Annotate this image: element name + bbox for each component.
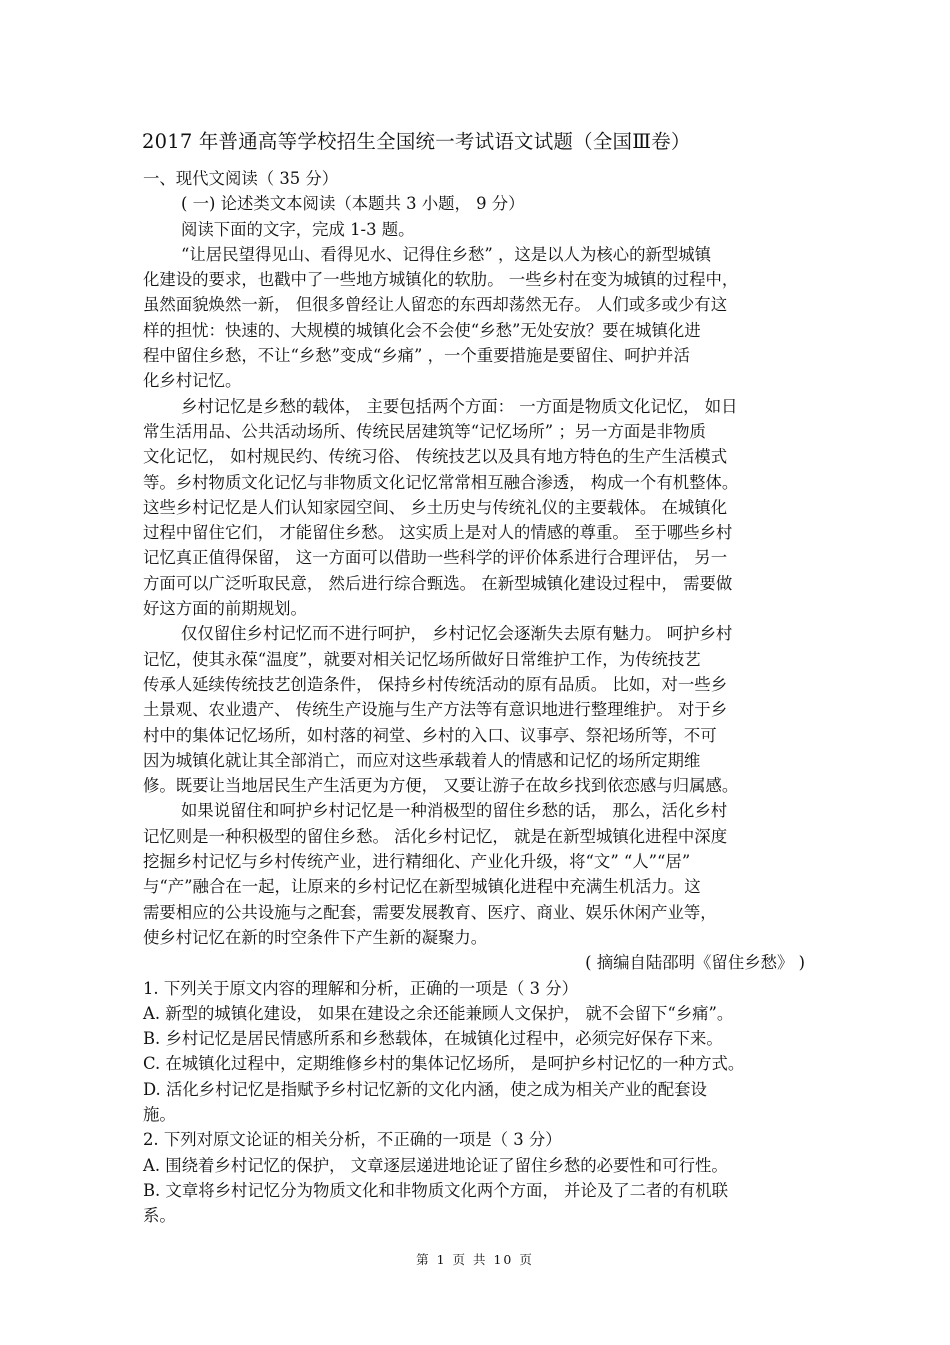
text-line: 一、现代文阅读（ 35 分） bbox=[143, 169, 339, 188]
text-line: 1. 下列关于原文内容的理解和分析，正确的一项是（ 3 分） bbox=[143, 978, 579, 998]
text-line: 化乡村记忆。 bbox=[143, 371, 242, 391]
text-line: 程中留住乡愁，不让“乡愁”变成“乡痛” ，一个重要措施是要留住、呵护并活 bbox=[143, 346, 690, 366]
text-line: 样的担忧：快速的、大规模的城镇化会不会使“乡愁”无处安放？要在城镇化进 bbox=[143, 320, 701, 340]
text-line: 使乡村记忆在新的时空条件下产生新的凝聚力。 bbox=[143, 927, 488, 947]
text-line: 记忆真正值得保留， 这一方面可以借助一些科学的评价体系进行合理评估， 另一 bbox=[143, 548, 728, 568]
text-line: 传承人延续传统技艺创造条件， 保持乡村传统活动的原有品质。 比如，对一些乡 bbox=[143, 674, 728, 694]
text-line: B. 乡村记忆是居民情感所系和乡愁载体，在城镇化过程中，必须完好保存下来。 bbox=[143, 1029, 723, 1049]
text-line: 记忆则是一种积极型的留住乡愁。 活化乡村记忆， 就是在新型城镇化进程中深度 bbox=[143, 826, 728, 846]
text-line: A. 新型的城镇化建设， 如果在建设之余还能兼顾人文保护， 就不会留下“乡痛”。 bbox=[143, 1003, 734, 1023]
text-line: 方面可以广泛听取民意， 然后进行综合甄选。 在新型城镇化建设过程中， 需要做 bbox=[143, 573, 733, 593]
text-line: 乡村记忆是乡愁的载体， 主要包括两个方面： 一方面是物质文化记忆， 如日 bbox=[181, 396, 738, 416]
text-line: 阅读下面的文字，完成 1-3 题。 bbox=[181, 219, 415, 239]
text-line: 这些乡村记忆是人们认知家园空间、 乡土历史与传统礼仪的主要载体。 在城镇化 bbox=[143, 497, 728, 517]
text-line: ( 摘编自陆邵明《留住乡愁》 ) bbox=[585, 953, 805, 973]
text-line: 如果说留住和呵护乡村记忆是一种消极型的留住乡愁的话， 那么，活化乡村 bbox=[181, 801, 728, 821]
text-line: 2. 下列对原文论证的相关分析，不正确的一项是（ 3 分） bbox=[143, 1130, 562, 1150]
text-line: 因为城镇化就让其全部消亡，而应对这些承载着人的情感和记忆的场所定期维 bbox=[143, 750, 701, 770]
text-line: 文化记忆， 如村规民约、传统习俗、 传统技艺以及具有地方特色的生产生活模式 bbox=[143, 447, 728, 467]
text-line: B. 文章将乡村记忆分为物质文化和非物质文化两个方面， 并论及了二者的有机联 bbox=[143, 1180, 728, 1200]
text-line: 化建设的要求，也戳中了一些地方城镇化的软肋。 一些乡村在变为城镇的过程中， bbox=[143, 270, 739, 290]
text-line: ( 一) 论述类文本阅读（本题共 3 小题， 9 分） bbox=[181, 194, 525, 214]
text-line: 需要相应的公共设施与之配套，需要发展教育、医疗、商业、娱乐休闲产业等， bbox=[143, 902, 717, 922]
exam-title: 2017 年普通高等学校招生全国统一考试语文试题（全国Ⅲ卷） bbox=[142, 130, 691, 153]
text-line: D. 活化乡村记忆是指赋予乡村记忆新的文化内涵，使之成为相关产业的配套设 bbox=[143, 1079, 707, 1099]
exam-body bbox=[143, 166, 813, 1228]
text-line: 村中的集体记忆场所，如村落的祠堂、乡村的入口、议事亭、祭祀场所等，不可 bbox=[143, 725, 717, 745]
text-line: “让居民望得见山、看得见水、记得住乡愁” ，这是以人为核心的新型城镇 bbox=[181, 244, 712, 264]
text-line: 好这方面的前期规划。 bbox=[143, 599, 307, 619]
text-line: 记忆，使其永葆“温度”，就要对相关记忆场所做好日常维护工作，为传统技艺 bbox=[143, 649, 701, 669]
page-footer: 第 1 页 共 10 页 bbox=[416, 1252, 534, 1267]
text-line: 虽然面貌焕然一新， 但很多曾经让人留恋的东西却荡然无存。 人们或多或少有这 bbox=[143, 295, 728, 315]
text-line: A. 围绕着乡村记忆的保护， 文章逐层递进地论证了留住乡愁的必要性和可行性。 bbox=[143, 1155, 728, 1175]
text-line: 修。既要让当地居民生产生活更为方便， 又要让游子在故乡找到依恋感与归属感。 bbox=[143, 776, 739, 796]
text-line: C. 在城镇化过程中，定期维修乡村的集体记忆场所， 是呵护乡村记忆的一种方式。 bbox=[143, 1054, 745, 1074]
text-line: 挖掘乡村记忆与乡村传统产业，进行精细化、产业化升级，将“文” “人”“居” bbox=[143, 852, 691, 872]
text-line: 与“产”融合在一起，让原来的乡村记忆在新型城镇化进程中充满生机活力。这 bbox=[143, 877, 701, 897]
text-line: 施。 bbox=[143, 1104, 176, 1124]
text-line: 土景观、农业遗产、 传统生产设施与生产方法等有意识地进行整理维护。 对于乡 bbox=[143, 700, 728, 720]
text-line: 系。 bbox=[143, 1206, 176, 1226]
text-line: 等。乡村物质文化记忆与非物质文化记忆常常相互融合渗透， 构成一个有机整体。 bbox=[143, 472, 739, 492]
text-line: 常生活用品、公共活动场所、传统民居建筑等“记忆场所” ；另一方面是非物质 bbox=[143, 421, 706, 441]
text-line: 过程中留住它们， 才能留住乡愁。 这实质上是对人的情感的尊重。 至于哪些乡村 bbox=[143, 523, 733, 543]
text-line: 仅仅留住乡村记忆而不进行呵护， 乡村记忆会逐渐失去原有魅力。 呵护乡村 bbox=[181, 624, 733, 644]
